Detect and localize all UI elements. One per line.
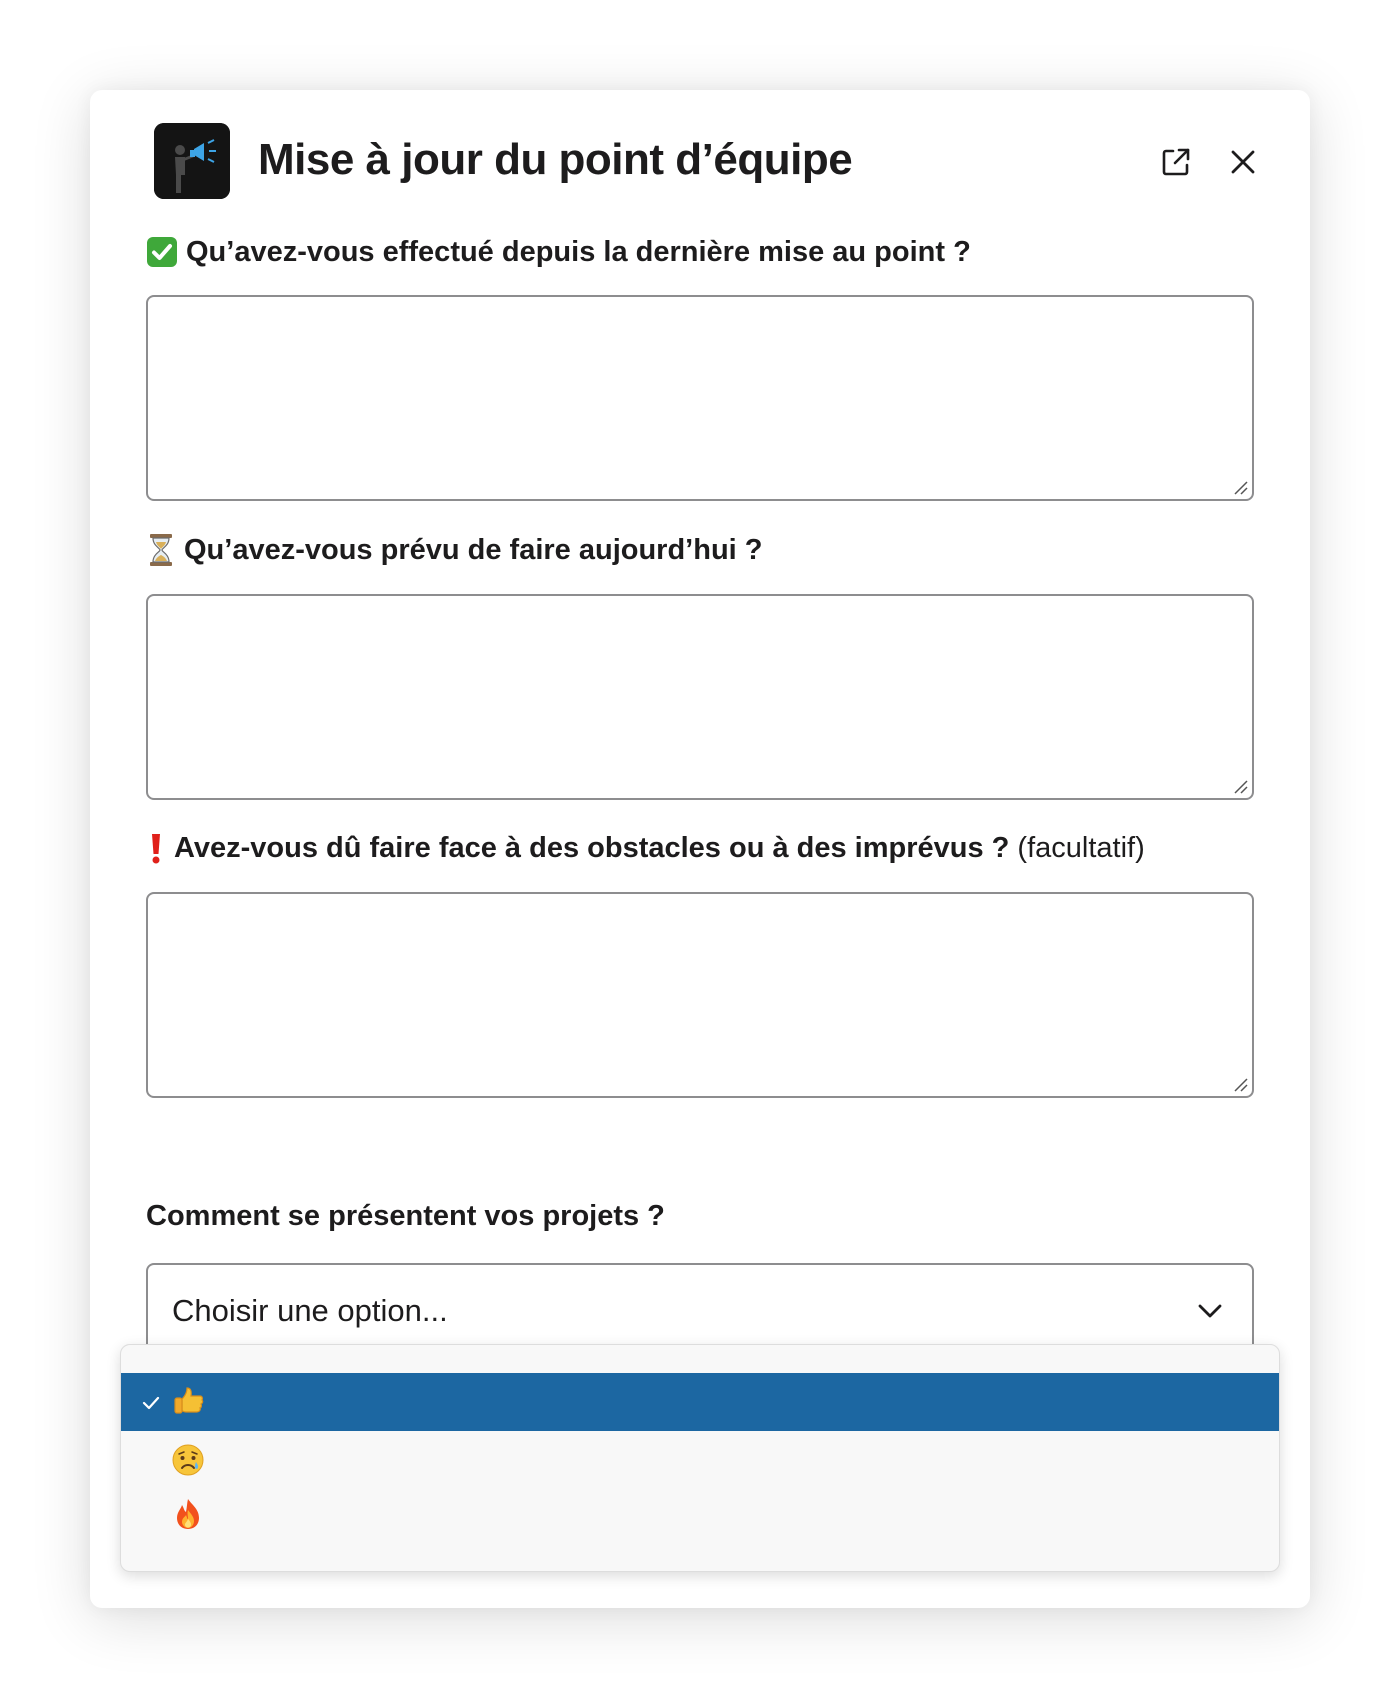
question-label-text: Qu’avez-vous effectué depuis la dernière mise au point ? [186, 236, 971, 268]
check-mark-button-icon [146, 236, 178, 268]
question-accomplished-label [146, 232, 971, 272]
question-blockers-label [146, 828, 1145, 868]
checkmark-icon [141, 1395, 161, 1411]
accomplished-textarea[interactable] [146, 295, 1254, 501]
projects-status-label: Comment se présentent vos projets ? [146, 1200, 665, 1232]
open-in-new-window-button[interactable] [1154, 140, 1198, 184]
thumbs-up-icon [171, 1385, 205, 1419]
blockers-textarea[interactable] [146, 892, 1254, 1098]
resize-handle-icon[interactable] [1232, 778, 1248, 794]
optional-tag: (facultatif) [1017, 832, 1145, 864]
hourglass-icon [146, 533, 176, 567]
resize-handle-icon[interactable] [1232, 479, 1248, 495]
planned-textarea[interactable] [146, 594, 1254, 800]
option-thumbs-up[interactable] [121, 1373, 1279, 1431]
select-placeholder: Choisir une option... [172, 1293, 448, 1328]
question-label-text: Qu’avez-vous prévu de faire aujourd’hui ? [184, 534, 763, 566]
option-fire[interactable] [121, 1485, 1279, 1543]
resize-handle-icon[interactable] [1232, 1076, 1248, 1092]
megaphone-person-icon [154, 123, 230, 199]
modal-title: Mise à jour du point d’équipe [258, 135, 853, 184]
chevron-down-icon [1196, 1297, 1224, 1325]
external-link-icon [1160, 146, 1192, 178]
option-sad-face[interactable] [121, 1431, 1279, 1489]
question-planned-label [146, 530, 763, 570]
fire-icon [171, 1497, 205, 1531]
sad-tear-face-icon [171, 1443, 205, 1477]
question-label-text: Avez-vous dû faire face à des obstacles ou à des imprévus ? [174, 832, 1010, 864]
projects-status-dropdown [120, 1344, 1280, 1572]
close-icon [1229, 148, 1257, 176]
close-button[interactable] [1221, 140, 1265, 184]
exclamation-icon [146, 831, 166, 865]
